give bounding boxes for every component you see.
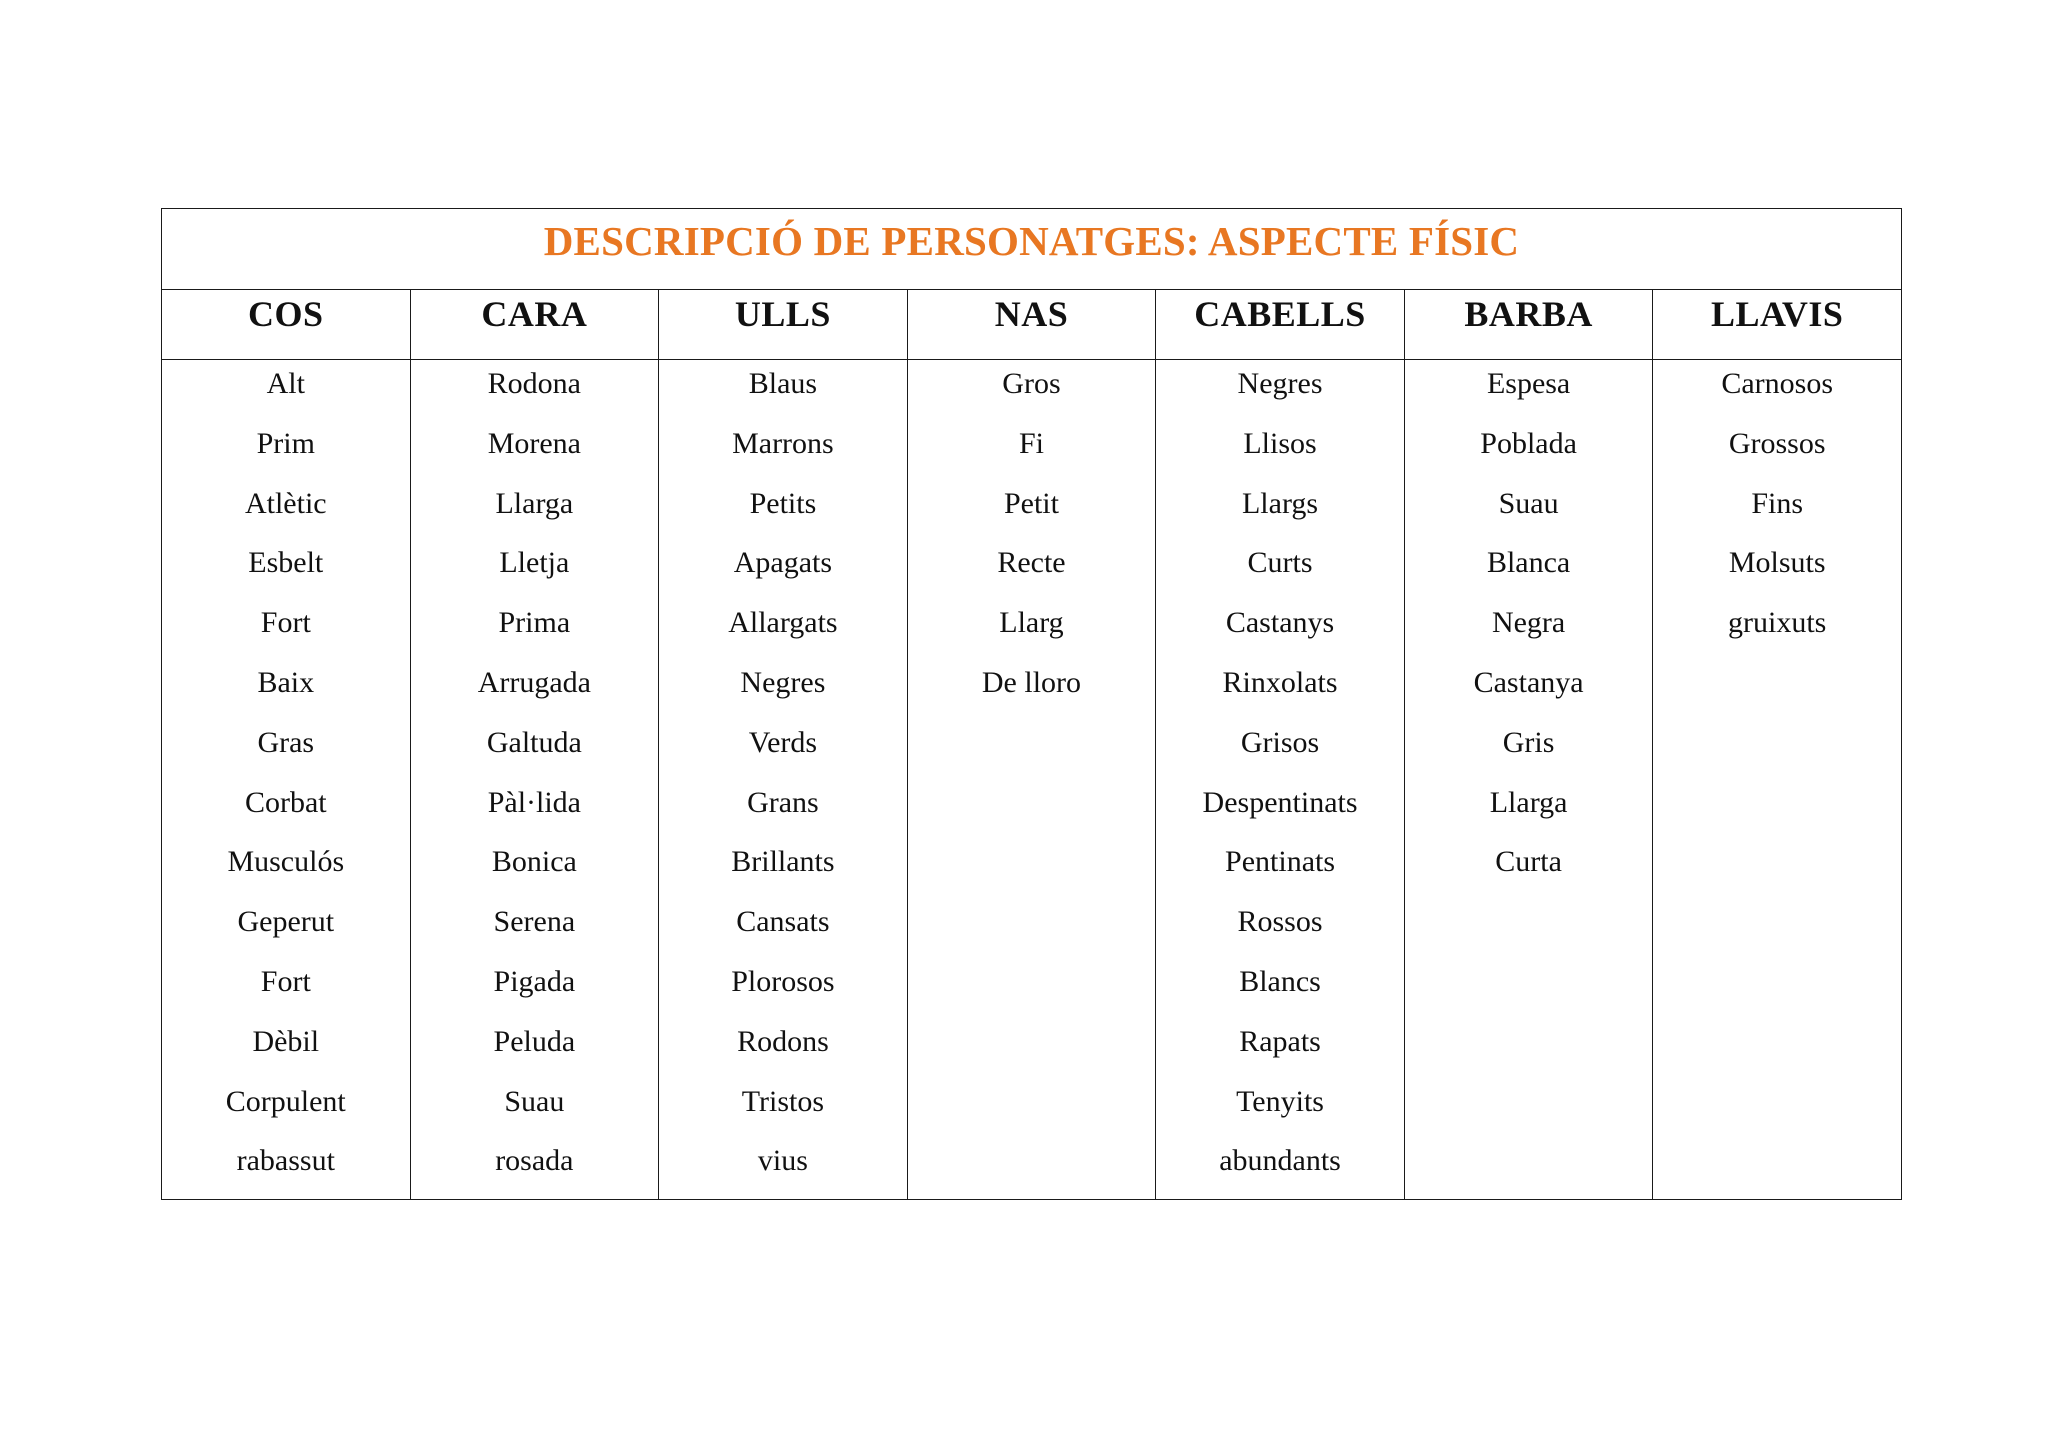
word-item: Tenyits — [1236, 1084, 1324, 1118]
word-item: Lletja — [499, 546, 570, 580]
word-item: abundants — [1219, 1144, 1341, 1178]
column-cabells — [1156, 360, 1405, 1200]
word-item: Marrons — [732, 426, 834, 460]
column-header-cabells: CABELLS — [1156, 290, 1405, 360]
header-row — [162, 290, 1902, 360]
title-cell — [162, 209, 1902, 290]
word-item: rabassut — [236, 1144, 335, 1178]
word-item: Cansats — [736, 905, 830, 939]
column-cara — [410, 360, 659, 1200]
word-item: Gros — [1002, 367, 1061, 400]
word-item: Atlètic — [244, 486, 327, 520]
word-item: Brillants — [731, 845, 835, 879]
word-item: Fort — [260, 964, 311, 998]
word-item: Plorosos — [731, 964, 835, 998]
word-item: Gris — [1502, 725, 1555, 759]
word-item: Gras — [257, 725, 315, 759]
word-item: Verds — [748, 725, 818, 759]
word-list-cabells — [1156, 360, 1404, 1199]
word-item: Castanya — [1473, 665, 1584, 699]
word-list-llavis — [1653, 360, 1901, 661]
column-header-cos: COS — [162, 290, 411, 360]
word-item: Negres — [740, 665, 826, 699]
word-item: Corbat — [244, 785, 327, 819]
word-item: Despentinats — [1202, 785, 1358, 819]
word-item: Esbelt — [248, 546, 324, 580]
column-header-cara: CARA — [410, 290, 659, 360]
word-list-cos — [162, 360, 410, 1199]
word-item: Rodons — [737, 1024, 829, 1058]
word-item: Peluda — [493, 1024, 576, 1058]
word-item: Suau — [504, 1084, 565, 1118]
word-list-barba — [1405, 360, 1653, 900]
word-item: Negres — [1237, 367, 1323, 400]
word-item: Espesa — [1486, 367, 1571, 400]
word-item: Grans — [747, 785, 819, 819]
word-item: Musculós — [227, 845, 345, 879]
word-item: Baix — [257, 665, 315, 699]
word-list-cara — [411, 360, 659, 1199]
word-item: Fi — [1018, 426, 1044, 460]
column-llavis — [1653, 360, 1902, 1200]
word-item: Blancs — [1239, 964, 1321, 998]
word-item: Dèbil — [252, 1024, 320, 1058]
word-item: rosada — [495, 1144, 574, 1178]
word-item: Recte — [997, 546, 1066, 580]
word-item: Fins — [1751, 486, 1804, 520]
column-barba — [1404, 360, 1653, 1200]
word-item: Grisos — [1240, 725, 1320, 759]
word-item: Llisos — [1243, 426, 1317, 460]
word-item: gruixuts — [1728, 606, 1827, 640]
word-item: Carnosos — [1721, 367, 1834, 400]
word-item: Allargats — [728, 606, 838, 640]
column-header-ulls: ULLS — [659, 290, 908, 360]
column-header-nas: NAS — [907, 290, 1156, 360]
word-item: Suau — [1498, 486, 1559, 520]
word-list-ulls — [659, 360, 907, 1199]
word-item: Negra — [1491, 606, 1566, 640]
word-item: Arrugada — [477, 665, 591, 699]
word-item: De lloro — [981, 665, 1082, 699]
word-item: Prima — [498, 606, 571, 640]
word-item: Llarg — [999, 606, 1064, 640]
column-ulls — [659, 360, 908, 1200]
word-item: Rinxolats — [1222, 665, 1338, 699]
word-item: Llarga — [495, 486, 574, 520]
word-item: Geperut — [237, 905, 335, 939]
column-header-barba: BARBA — [1404, 290, 1653, 360]
word-item: Fort — [260, 606, 311, 640]
word-item: Pàl·lida — [487, 785, 581, 819]
word-item: Galtuda — [486, 725, 582, 759]
word-item: Petit — [1003, 486, 1059, 520]
word-item: Curts — [1247, 546, 1313, 580]
column-cos — [162, 360, 411, 1200]
word-item: Castanys — [1225, 606, 1335, 640]
title-row — [162, 209, 1902, 290]
word-item: Pentinats — [1225, 845, 1336, 879]
word-item: Apagats — [733, 546, 833, 580]
word-item: Grossos — [1728, 426, 1826, 460]
column-nas — [907, 360, 1156, 1200]
word-item: Molsuts — [1728, 546, 1826, 580]
word-item: Llarga — [1489, 785, 1568, 819]
word-item: Tristos — [741, 1084, 825, 1118]
word-item: Blaus — [748, 367, 818, 400]
word-item: Rossos — [1237, 905, 1323, 939]
word-item: Alt — [266, 367, 305, 400]
word-item: Bonica — [491, 845, 577, 879]
word-item: Corpulent — [225, 1084, 346, 1118]
word-item: Morena — [487, 426, 581, 460]
word-item: Serena — [493, 905, 576, 939]
word-item: Curta — [1495, 845, 1562, 879]
description-table — [161, 208, 1902, 1200]
word-item: Prim — [256, 426, 315, 460]
word-item: Pigada — [493, 964, 576, 998]
table-title: DESCRIPCIÓ DE PERSONATGES: ASPECTE FÍSIC — [543, 218, 1520, 264]
word-item: Rapats — [1239, 1024, 1321, 1058]
column-header-llavis: LLAVIS — [1653, 290, 1902, 360]
word-item: vius — [757, 1144, 808, 1178]
word-item: Poblada — [1480, 426, 1577, 460]
body-row — [162, 360, 1902, 1200]
word-item: Rodona — [487, 367, 581, 400]
word-item: Llargs — [1241, 486, 1319, 520]
word-item: Blanca — [1486, 546, 1571, 580]
word-list-nas — [908, 360, 1156, 721]
word-item: Petits — [749, 486, 817, 520]
